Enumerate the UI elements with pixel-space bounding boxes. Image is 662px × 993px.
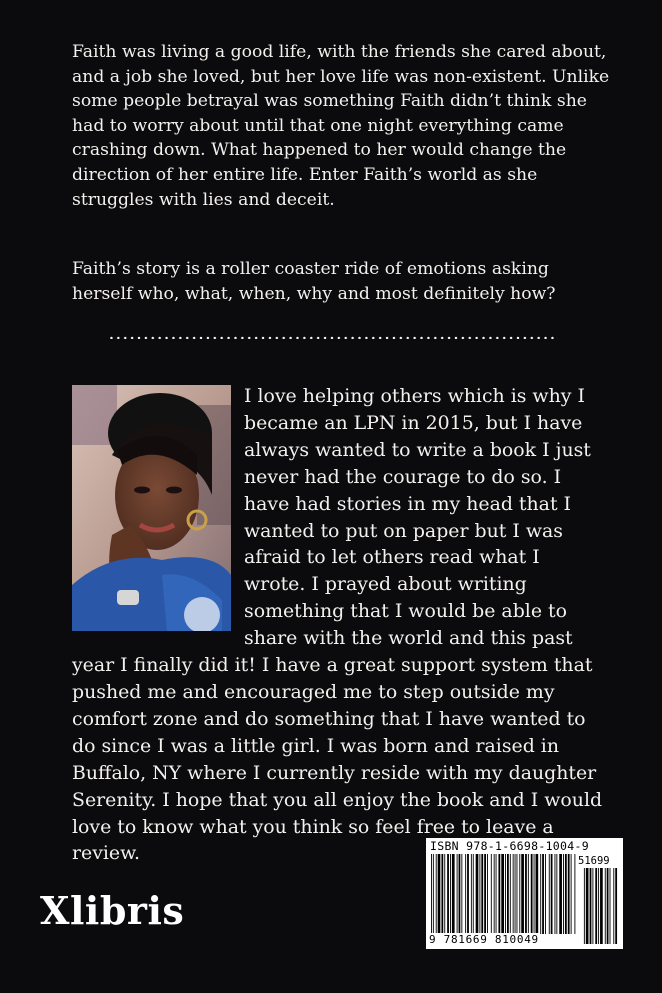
barcode-bar: [515, 854, 516, 934]
barcode-bar: [545, 854, 546, 934]
barcode-ean-number: 9 781669 810049: [429, 933, 539, 946]
barcode-bar: [467, 854, 469, 934]
barcode-bar: [565, 854, 567, 934]
barcode-bar: [507, 854, 509, 934]
barcode-bar: [542, 854, 544, 934]
barcode-bar: [476, 854, 479, 934]
barcode-addon-bar: [598, 868, 599, 944]
barcode-bar: [556, 854, 557, 934]
barcode-addon-bar: [600, 868, 603, 944]
barcode-bar: [450, 854, 451, 934]
barcode-addon-bar: [613, 868, 614, 944]
barcode-bar: [444, 854, 445, 934]
barcode-bar: [441, 854, 443, 934]
barcode-bar: [457, 854, 458, 934]
blurb-paragraph-1: Faith was living a good life, with the friends she cared about, and a job she loved, but her love life was non-existent. Unlike some people betrayal was something Faith didn’t think she had to worry about until that one night everything came crashing down. What happened to her would change the direction of her entire life. Enter Faith’s world as she struggles with lies and deceit.: [72, 42, 610, 210]
barcode-bar: [563, 854, 564, 934]
barcode-bar: [494, 854, 495, 934]
barcode-bar: [540, 854, 541, 934]
barcode-bar: [555, 854, 556, 934]
barcode-bar: [519, 854, 520, 934]
barcode-icon: [426, 838, 623, 949]
barcode-bar: [510, 854, 511, 934]
barcode-bar: [491, 854, 492, 934]
barcode-bar: [534, 854, 535, 934]
barcode-bar: [459, 854, 461, 934]
barcode-bar: [559, 854, 562, 934]
barcode-addon-bar: [592, 868, 593, 944]
barcode-bar: [571, 854, 572, 934]
barcode-bar: [525, 854, 527, 934]
barcode-bar: [568, 854, 570, 934]
barcode-bar: [433, 854, 434, 934]
barcode-addon-bar: [607, 868, 609, 944]
barcode-bar: [505, 854, 506, 934]
barcode-addon-bar: [615, 868, 617, 944]
barcode-bar: [528, 854, 529, 934]
barcode-addon-bar: [595, 868, 597, 944]
barcode-bar: [517, 854, 518, 934]
barcode-bar: [479, 854, 480, 934]
barcode-bar: [473, 854, 474, 934]
barcode-bar: [431, 854, 432, 934]
barcode-addon-bar: [590, 868, 592, 944]
barcode-bar: [438, 854, 441, 934]
barcode-bar: [574, 854, 575, 934]
barcode-addon-bar: [610, 868, 611, 944]
author-bio-text: I love helping others which is why I became an LPN in 2015, but I have always wanted to write a book I just never had the courage to do so. I have had stories in my head that I wanted to put on paper but I was afraid to let others read what I wrote. I prayed about writing something that I would be able to share with the world and this past year I finally did it! I have a great support system that pushed me and encouraged me to step outside my comfort zone and do something that I have wanted to do since I was a little girl. I was born and raised in Buffalo, NY where I currently reside with my daughter Serenity. I hope that you all enjoy the book and I would love to know what you think so feel free to leave a review.: [72, 385, 603, 865]
barcode-bar: [549, 854, 550, 934]
publisher-logo: Xlibris: [40, 888, 185, 933]
barcode-bar: [521, 854, 524, 934]
barcode-bar: [501, 854, 504, 934]
barcode-bar: [465, 854, 466, 934]
barcode-bar: [551, 854, 553, 934]
barcode-bar: [471, 854, 472, 934]
barcode-bar: [481, 854, 483, 934]
barcode-addon-bar: [586, 868, 589, 944]
author-bio: [72, 383, 607, 867]
barcode-bar: [447, 854, 449, 934]
barcode-addon-number: 51699: [578, 855, 610, 867]
isbn-label: ISBN 978-1-6698-1004-9: [430, 839, 589, 853]
barcode-bar: [487, 854, 488, 934]
barcode-bar: [531, 854, 533, 934]
barcode-bar: [536, 854, 539, 934]
barcode-bar: [436, 854, 437, 934]
barcode-bar: [496, 854, 497, 934]
barcode-bar: [513, 854, 514, 934]
dotted-divider: [108, 336, 558, 339]
barcode-bar: [484, 854, 486, 934]
barcode-addon-bar: [584, 868, 585, 944]
blurb-paragraph-2: Faith’s story is a roller coaster ride of emotions asking herself who, what, when, why and most definitely how?: [72, 259, 556, 304]
barcode-bar: [461, 854, 462, 934]
barcode-bar: [452, 854, 455, 934]
barcode-bar: [498, 854, 500, 934]
barcode-addon-bar: [605, 868, 606, 944]
